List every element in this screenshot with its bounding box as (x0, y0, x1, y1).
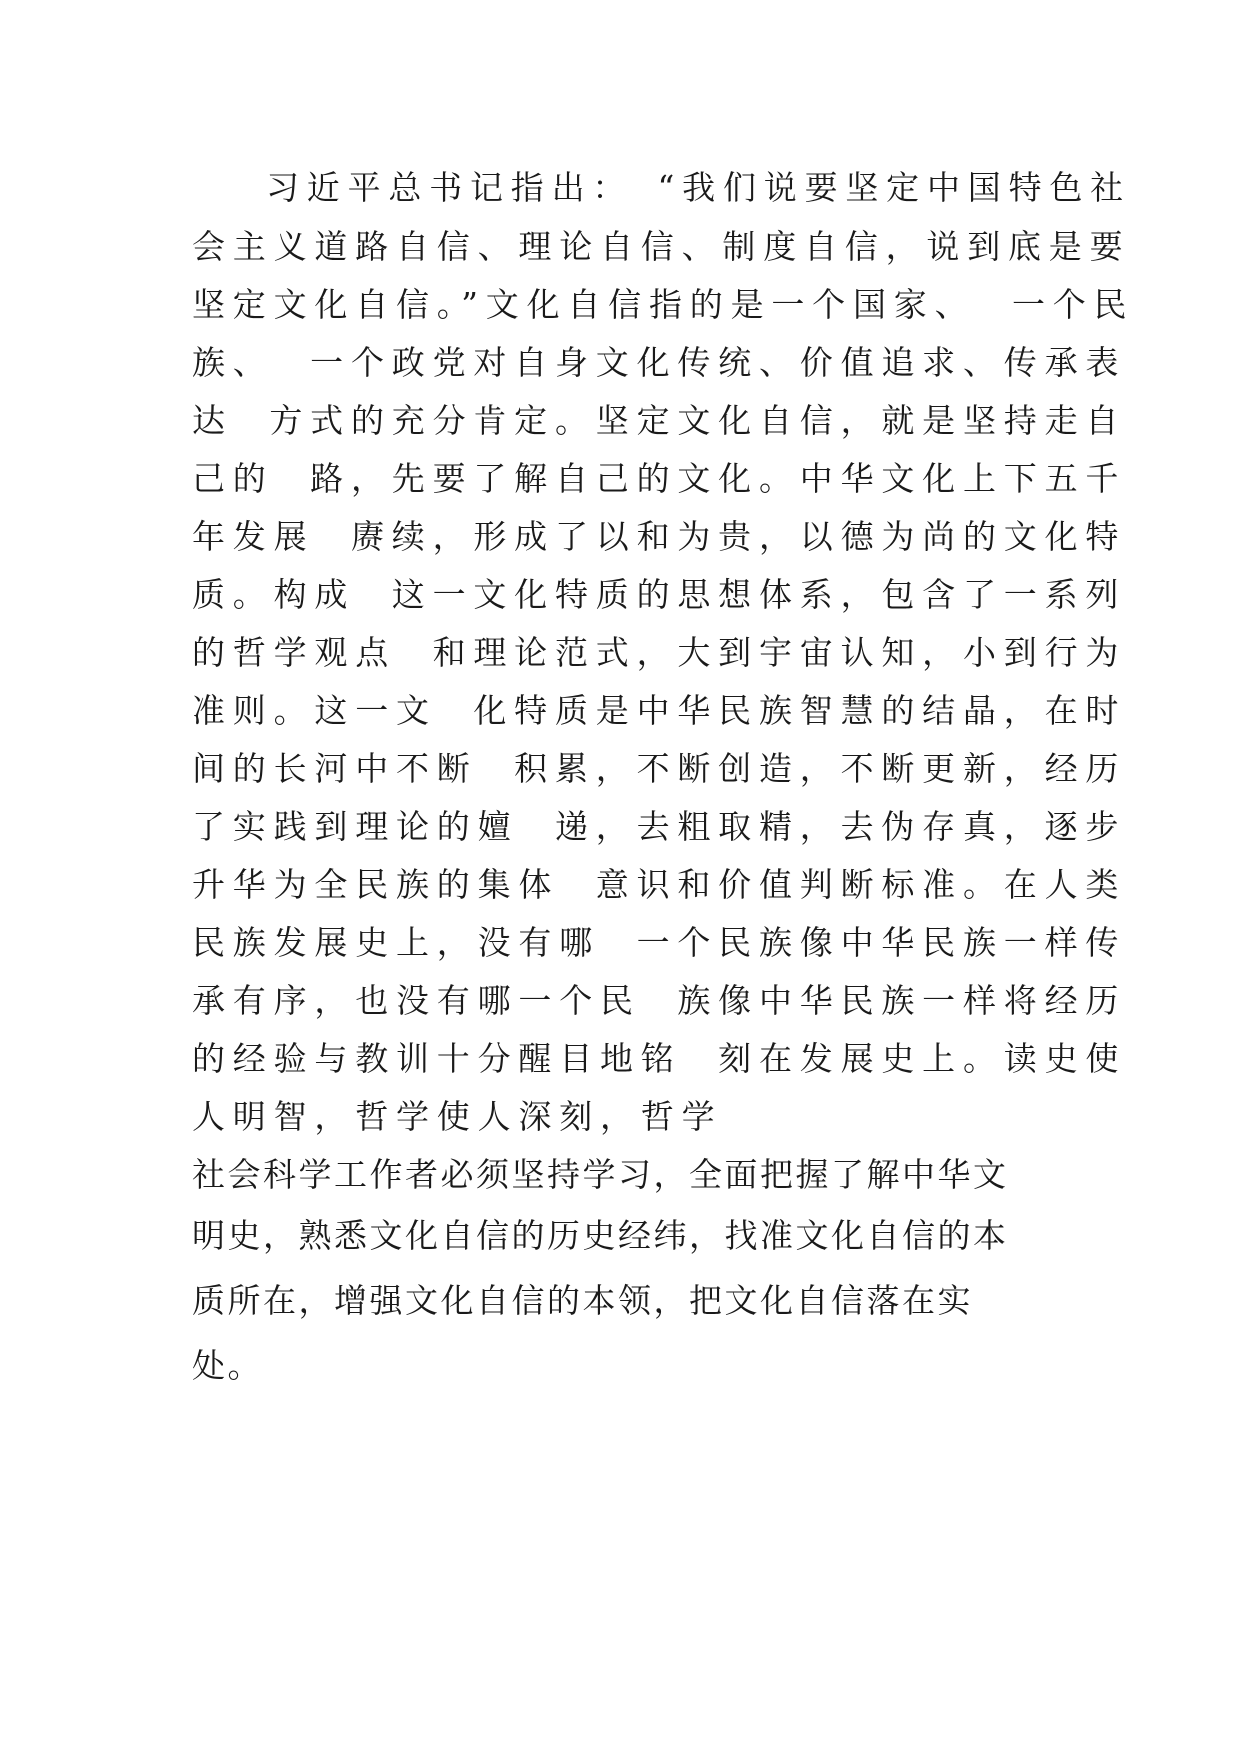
text-line-12: 了实践到理论的嬗 递，去粗取精，去伪存真，逐步 (192, 807, 1127, 846)
text-line-6: 己的 路，先要了解自己的文化。中华文化上下五千 (192, 459, 1127, 498)
text-line-4: 族、 一个政党对自身文化传统、价值追求、传承表 (192, 343, 1127, 382)
text-line-16: 的经验与教训十分醒目地铭 刻在发展史上。读史使 (192, 1039, 1127, 1078)
text-line-20: 质所在，增强文化自信的本领，把文化自信落在实 (192, 1281, 973, 1320)
text-line-11: 间的长河中不断 积累，不断创造，不断更新，经历 (192, 749, 1127, 788)
text-line-7: 年发展 赓续，形成了以和为贵，以德为尚的文化特 (192, 517, 1127, 556)
text-line-2: 会主义道路自信、理论自信、制度自信，说到底是要 (192, 227, 1131, 266)
text-line-3: 坚定文化自信。”文化自信指的是一个国家、 一个民 (192, 285, 1135, 324)
text-line-14: 民族发展史上，没有哪 一个民族像中华民族一样传 (192, 923, 1127, 962)
text-line-21: 处。 (192, 1346, 263, 1385)
text-line-1: 习近平总书记指出： “我们说要坚定中国特色社 (266, 168, 1131, 207)
text-line-5: 达 方式的充分肯定。坚定文化自信，就是坚持走自 (192, 401, 1127, 440)
text-line-9: 的哲学观点 和理论范式，大到宇宙认知，小到行为 (192, 633, 1127, 672)
text-line-18: 社会科学工作者必须坚持学习，全面把握了解中华文 (192, 1155, 1009, 1194)
text-line-8: 质。构成 这一文化特质的思想体系，包含了一系列 (192, 575, 1127, 614)
text-line-13: 升华为全民族的集体 意识和价值判断标准。在人类 (192, 865, 1127, 904)
text-line-17: 人明智，哲学使人深刻，哲学 (192, 1097, 723, 1136)
text-line-10: 准则。这一文 化特质是中华民族智慧的结晶，在时 (192, 691, 1127, 730)
text-line-15: 承有序，也没有哪一个民 族像中华民族一样将经历 (192, 981, 1127, 1020)
text-line-19: 明史，熟悉文化自信的历史经纬，找准文化自信的本 (192, 1216, 1009, 1255)
